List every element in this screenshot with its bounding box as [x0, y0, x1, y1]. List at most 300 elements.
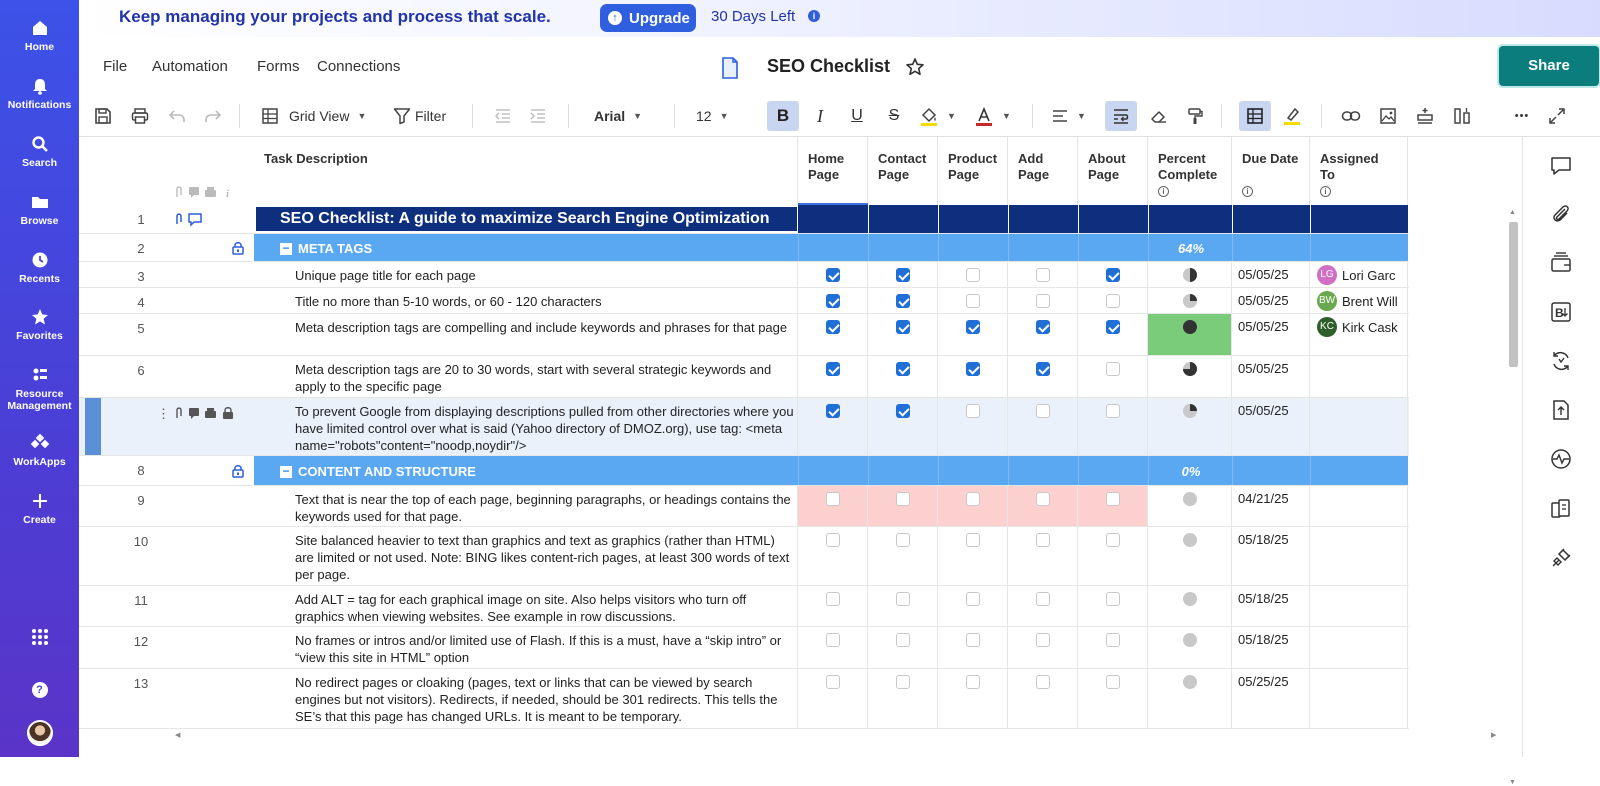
column-header-assigned[interactable]: [1310, 137, 1408, 205]
insert-column-icon: [1453, 107, 1471, 125]
page-checkbox[interactable]: [896, 268, 910, 282]
page-checkbox[interactable]: [966, 320, 980, 334]
table-row[interactable]: [79, 356, 1409, 398]
upgrade-button[interactable]: [600, 4, 696, 32]
page-checkbox[interactable]: [966, 533, 980, 547]
page-checkbox[interactable]: [1036, 533, 1050, 547]
indent-button[interactable]: [526, 101, 550, 131]
page-checkbox[interactable]: [1036, 633, 1050, 647]
people-icon: [31, 366, 49, 384]
nav-search[interactable]: [0, 135, 79, 169]
page-checkbox[interactable]: [1106, 633, 1120, 647]
column-header-product[interactable]: Product Page: [938, 137, 1008, 205]
page-checkbox[interactable]: [826, 533, 840, 547]
fullscreen-button[interactable]: [1545, 101, 1569, 131]
svg-text:B: B: [1555, 306, 1564, 320]
column-header-percent[interactable]: [1148, 137, 1232, 205]
folder-icon: [31, 193, 49, 211]
page-checkbox[interactable]: [1036, 362, 1050, 376]
page-checkbox[interactable]: [826, 633, 840, 647]
column-header-due[interactable]: [1232, 137, 1310, 205]
assigned-cell[interactable]: [1310, 627, 1408, 668]
paint-bucket-icon: [919, 106, 939, 126]
chevron-down-icon: ▼: [947, 111, 956, 121]
column-divider: [868, 205, 869, 233]
nav-resource-management-label: Resource Management: [7, 388, 72, 412]
nav-create[interactable]: [0, 492, 79, 526]
assignee[interactable]: [1317, 265, 1405, 285]
menubar: [79, 37, 1600, 95]
nav-recents-label: Recents: [19, 273, 60, 285]
sheet-heading[interactable]: SEO Checklist: A guide to maximize Search Engine Optimization: [280, 210, 770, 227]
vertical-scrollbar[interactable]: [1506, 205, 1520, 786]
collapse-icon[interactable]: −: [280, 466, 292, 478]
page-checkbox[interactable]: [896, 592, 910, 606]
progress-indicator-icon: [1182, 674, 1198, 690]
page-checkbox[interactable]: [966, 592, 980, 606]
assigned-cell[interactable]: [1310, 356, 1408, 397]
expand-icon: [1548, 107, 1566, 125]
summary-icon[interactable]: [1550, 301, 1572, 323]
comments-icon[interactable]: [1550, 155, 1572, 177]
user-avatar-button[interactable]: [0, 720, 79, 746]
toolbar: [79, 95, 1600, 137]
progress-indicator-icon: [1182, 267, 1198, 283]
column-divider: [868, 456, 869, 485]
column-header-add[interactable]: Add Page: [1008, 137, 1078, 205]
vertical-scrollbar-thumb[interactable]: [1509, 222, 1518, 367]
page-checkbox[interactable]: [1106, 533, 1120, 547]
table-row[interactable]: [79, 527, 1409, 586]
due-date: 05/18/25: [1238, 532, 1289, 547]
task-description: Meta description tags are 20 to 30 words, start with several strategic keywords and apply to the specific page: [295, 362, 772, 394]
page-checkbox[interactable]: [1036, 592, 1050, 606]
nav-home[interactable]: [0, 19, 79, 53]
paint-roller-icon: [1186, 107, 1204, 125]
menu-forms[interactable]: Forms: [257, 58, 300, 75]
table-row[interactable]: [79, 262, 1409, 288]
section-title: META TAGS: [298, 241, 373, 256]
row-number[interactable]: 3: [137, 269, 145, 284]
page-checkbox[interactable]: [1106, 404, 1120, 418]
assigned-cell[interactable]: [1310, 527, 1408, 585]
text-color-button[interactable]: [974, 101, 1018, 131]
row-number[interactable]: 2: [137, 241, 145, 256]
avatar: [27, 720, 53, 746]
insert-row-button[interactable]: [1413, 101, 1437, 131]
column-divider: [1078, 456, 1079, 485]
due-date: 05/05/25: [1238, 293, 1289, 308]
column-header-about[interactable]: About Page: [1078, 137, 1148, 205]
page-checkbox[interactable]: [826, 268, 840, 282]
nav-notifications[interactable]: [0, 77, 79, 111]
column-divider: [938, 205, 939, 233]
insert-column-button[interactable]: [1450, 101, 1474, 131]
task-description: Add ALT = tag for each graphical image on site. Also helps visitors who turn off graphics when viewing websites. See example in row discussions.: [295, 592, 747, 624]
indent-icon: [529, 107, 547, 125]
progress-indicator-icon: [1182, 632, 1198, 648]
column-header-home[interactable]: Home Page: [798, 137, 868, 205]
clock-icon: [31, 251, 49, 269]
font-size-select[interactable]: [696, 101, 740, 131]
page-checkbox[interactable]: [1106, 268, 1120, 282]
row-number[interactable]: 1: [137, 212, 145, 227]
page-checkbox[interactable]: [1106, 294, 1120, 308]
assignee[interactable]: [1317, 291, 1405, 311]
filter-icon: [393, 107, 411, 125]
page-checkbox[interactable]: [896, 362, 910, 376]
column-divider: [1008, 456, 1009, 485]
redo-button[interactable]: [201, 101, 225, 131]
column-divider: [938, 456, 939, 485]
plus-icon: [31, 492, 49, 510]
nav-workapps[interactable]: [0, 434, 79, 468]
due-date: 05/05/25: [1238, 361, 1289, 376]
app-launcher-button[interactable]: [0, 628, 79, 650]
page-checkbox[interactable]: [896, 404, 910, 418]
page-checkbox[interactable]: [1036, 320, 1050, 334]
column-divider: [938, 234, 939, 261]
scroll-down-arrow-icon[interactable]: ▼: [1509, 779, 1516, 786]
nav-search-label: Search: [21, 157, 58, 169]
page-checkbox[interactable]: [826, 404, 840, 418]
page-checkbox[interactable]: [966, 675, 980, 689]
row-number[interactable]: 13: [133, 676, 149, 691]
page-checkbox[interactable]: [1036, 268, 1050, 282]
undo-button[interactable]: [165, 101, 189, 131]
page-checkbox[interactable]: [1036, 675, 1050, 689]
page-checkbox[interactable]: [1036, 294, 1050, 308]
gridlines-button[interactable]: [1239, 101, 1271, 131]
page-checkbox[interactable]: [896, 675, 910, 689]
share-button[interactable]: Share: [1499, 46, 1599, 86]
forms-icon[interactable]: [1550, 498, 1572, 520]
avatar: BW: [1317, 291, 1337, 311]
column-header-task[interactable]: Task Description: [254, 137, 798, 205]
activity-pulse-icon[interactable]: [1550, 448, 1572, 470]
chevron-down-icon: ▼: [1002, 111, 1011, 121]
assigned-cell[interactable]: [1310, 486, 1408, 526]
attachment-icon: [173, 185, 233, 199]
nav-create-label: Create: [23, 514, 56, 526]
page-checkbox[interactable]: [896, 533, 910, 547]
left-navigation: [0, 0, 79, 757]
align-left-icon: [1051, 107, 1069, 125]
column-divider: [1310, 456, 1311, 485]
grid-dots-icon: [31, 628, 49, 646]
section-percent: 64%: [1177, 241, 1205, 256]
table-row[interactable]: [79, 586, 1409, 627]
row-number[interactable]: 11: [134, 593, 148, 608]
nav-recents[interactable]: [0, 251, 79, 285]
clear-format-button[interactable]: [1147, 101, 1171, 131]
activity-log-icon[interactable]: [1550, 350, 1572, 372]
due-date: 05/05/25: [1238, 403, 1289, 418]
more-options-button[interactable]: [1509, 101, 1535, 131]
menu-automation[interactable]: Automation: [152, 58, 228, 75]
assigned-cell[interactable]: [1310, 669, 1408, 728]
progress-indicator-icon: [1182, 491, 1198, 507]
info-icon[interactable]: i: [1158, 186, 1169, 197]
progress-indicator-icon: [1182, 532, 1198, 548]
outdent-icon: [494, 107, 512, 125]
page-checkbox[interactable]: [826, 320, 840, 334]
page-checkbox[interactable]: [826, 592, 840, 606]
save-button[interactable]: [91, 101, 115, 131]
toolbar-divider: [1221, 104, 1222, 128]
scroll-up-arrow-icon[interactable]: ▲: [1509, 209, 1516, 216]
page-checkbox[interactable]: [1106, 362, 1120, 376]
eraser-icon: [1150, 107, 1168, 125]
nav-favorites-label: Favorites: [16, 330, 63, 342]
page-checkbox[interactable]: [1106, 492, 1120, 506]
column-divider: [1310, 234, 1311, 261]
favorite-star-icon[interactable]: [905, 57, 925, 77]
progress-indicator-icon: [1182, 591, 1198, 607]
scroll-right-arrow-icon[interactable]: ▶: [1491, 732, 1497, 739]
column-divider: [1008, 205, 1009, 233]
column-divider: [1078, 205, 1079, 233]
attachments-icon[interactable]: [1550, 203, 1572, 225]
column-divider: [1310, 205, 1311, 233]
row-selector-handle[interactable]: [85, 398, 101, 455]
font-family-select[interactable]: [594, 101, 654, 131]
link-icon: [1341, 107, 1361, 125]
assignee[interactable]: [1317, 317, 1405, 337]
chevron-down-icon: ▼: [719, 111, 729, 121]
task-description: Text that is near the top of each page, beginning paragraphs, or headings contains the keywords used for that page.: [295, 492, 791, 524]
due-date: 05/25/25: [1238, 674, 1289, 689]
link-button[interactable]: [1339, 101, 1363, 131]
toolbar-divider: [472, 104, 473, 128]
due-date: 05/18/25: [1238, 591, 1289, 606]
sheet-icon: [721, 57, 739, 79]
page-checkbox[interactable]: [826, 492, 840, 506]
chevron-down-icon: ▼: [633, 111, 643, 121]
outdent-button[interactable]: [491, 101, 515, 131]
table-row[interactable]: [79, 486, 1409, 527]
image-button[interactable]: [1376, 101, 1400, 131]
avatar: LG: [1317, 265, 1337, 285]
row-actions-icons[interactable]: [173, 406, 253, 420]
page-checkbox[interactable]: [826, 294, 840, 308]
task-description: Site balanced heavier to text than graphics and text as graphics (rather than HTML) are limited or not used. Note: BING likes content-rich pages, at least 300 words of text per page.: [295, 533, 790, 582]
strikethrough-glyph: S: [888, 107, 900, 124]
column-divider: [1148, 205, 1149, 233]
info-icon[interactable]: i: [1320, 186, 1331, 197]
toolbar-divider: [568, 104, 569, 128]
toolbar-divider: [239, 104, 240, 128]
due-date: 04/21/25: [1238, 491, 1289, 506]
image-icon: [1379, 107, 1397, 125]
column-header-contact[interactable]: Contact Page: [868, 137, 938, 205]
title-row[interactable]: [79, 205, 1409, 234]
column-divider: [1232, 205, 1233, 233]
nav-notifications-label: Notifications: [7, 99, 72, 111]
menu-file[interactable]: File: [103, 58, 128, 75]
table-row[interactable]: [79, 669, 1409, 729]
nav-workapps-label: WorkApps: [13, 456, 66, 468]
fill-color-button[interactable]: [919, 101, 963, 131]
page-checkbox[interactable]: [966, 404, 980, 418]
page-checkbox[interactable]: [1106, 592, 1120, 606]
column-divider: [1008, 234, 1009, 261]
section-label[interactable]: [280, 241, 372, 256]
row-number[interactable]: 6: [137, 363, 145, 378]
task-description: No redirect pages or cloaking (pages, text or links that can be viewed by search engines but not visitors). Redirects, if needed, should be 301 redirects. This tells the SE’s that this page has changed URLs. It is meant to be temporary.: [295, 675, 778, 724]
avatar: KC: [1317, 317, 1337, 337]
star-icon: [31, 308, 49, 326]
table-row[interactable]: [79, 398, 1409, 456]
page-checkbox[interactable]: [896, 633, 910, 647]
bold-glyph: B: [776, 106, 790, 125]
banner-message: Keep managing your projects and process that scale.: [119, 7, 551, 26]
nav-favorites[interactable]: [0, 308, 79, 342]
upgrade-banner: [79, 0, 1600, 37]
task-description: No frames or intros and/or limited use of Flash. If this is a must, have a “skip intro” or “view this site in HTML” option: [295, 633, 782, 665]
table-row[interactable]: [79, 288, 1409, 314]
lock-icon: [232, 464, 244, 478]
page-checkbox[interactable]: [896, 320, 910, 334]
connections-plug-icon[interactable]: [1550, 547, 1572, 569]
publish-icon[interactable]: [1550, 399, 1572, 421]
page-checkbox[interactable]: [966, 268, 980, 282]
row-number[interactable]: 5: [137, 321, 145, 336]
assigned-cell[interactable]: [1310, 586, 1408, 626]
chevron-down-icon: ▼: [357, 111, 367, 121]
page-checkbox[interactable]: [1036, 492, 1050, 506]
due-date: 05/05/25: [1238, 319, 1289, 334]
font-family-value: Arial: [594, 108, 626, 124]
bold-button[interactable]: [767, 101, 799, 131]
table-row[interactable]: [79, 314, 1409, 356]
progress-indicator-icon: [1182, 319, 1198, 335]
page-checkbox[interactable]: [966, 294, 980, 308]
save-icon: [94, 107, 112, 125]
format-painter-button[interactable]: [1183, 101, 1207, 131]
help-icon: ?: [32, 682, 48, 698]
proofing-icon[interactable]: [1550, 251, 1572, 273]
table-row[interactable]: [79, 627, 1409, 669]
sheet-grid: [79, 137, 1522, 786]
search-icon: [31, 135, 49, 153]
task-description: Unique page title for each page: [295, 268, 476, 283]
section-row-fill: [254, 234, 1408, 261]
page-checkbox[interactable]: [966, 492, 980, 506]
toolbar-divider: [674, 104, 675, 128]
section-percent: 0%: [1181, 464, 1201, 479]
column-divider: [1078, 234, 1079, 261]
row-menu-icon[interactable]: ⋮: [157, 406, 170, 421]
table-icon: [1246, 107, 1264, 125]
column-divider: [1148, 456, 1149, 485]
info-icon[interactable]: i: [808, 10, 820, 22]
page-checkbox[interactable]: [1106, 675, 1120, 689]
underline-button[interactable]: [845, 101, 869, 131]
assigned-cell[interactable]: [1310, 398, 1408, 455]
filter-button[interactable]: [393, 101, 453, 131]
row-number[interactable]: 10: [133, 534, 149, 549]
redo-icon: [204, 107, 222, 125]
page-checkbox[interactable]: [1036, 404, 1050, 418]
due-date: 05/05/25: [1238, 267, 1289, 282]
workapps-icon: [31, 434, 49, 452]
collapse-icon[interactable]: −: [280, 243, 292, 255]
page-checkbox[interactable]: [826, 362, 840, 376]
insert-row-icon: [1416, 107, 1434, 125]
nav-browse-label: Browse: [20, 215, 59, 227]
font-size-value: 12: [696, 108, 712, 124]
page-checkbox[interactable]: [896, 294, 910, 308]
svg-text:i: i: [226, 188, 230, 200]
row-number[interactable]: 8: [137, 463, 145, 478]
scroll-left-arrow-icon[interactable]: ◀: [175, 732, 181, 739]
column-divider: [1148, 234, 1149, 261]
section-row[interactable]: [79, 456, 1409, 486]
page-checkbox[interactable]: [966, 633, 980, 647]
section-row[interactable]: [79, 234, 1409, 262]
menu-connections[interactable]: Connections: [317, 58, 401, 75]
highlight-button[interactable]: [1279, 101, 1305, 131]
page-checkbox[interactable]: [966, 362, 980, 376]
assignee-name: Kirk Cask: [1342, 319, 1398, 335]
task-description: Title no more than 5-10 words, or 60 - 120 characters: [295, 294, 602, 309]
info-icon[interactable]: i: [1242, 186, 1253, 197]
page-checkbox[interactable]: [896, 492, 910, 506]
bell-icon: [31, 77, 49, 95]
assignee-name: Brent Will: [1342, 293, 1398, 309]
print-button[interactable]: [128, 101, 152, 131]
horizontal-scrollbar[interactable]: [175, 732, 1505, 742]
upgrade-label: Upgrade: [629, 9, 690, 27]
progress-indicator-icon: [1182, 403, 1198, 419]
row-number[interactable]: 4: [137, 295, 145, 310]
row-number[interactable]: 9: [137, 493, 145, 508]
section-title: CONTENT AND STRUCTURE: [298, 464, 476, 479]
help-button[interactable]: [0, 682, 79, 698]
strikethrough-button[interactable]: [882, 101, 906, 131]
assignee-name: Lori Garc: [1342, 267, 1396, 283]
home-icon: [31, 19, 49, 37]
attachment-icon[interactable]: [173, 212, 205, 226]
nav-browse[interactable]: [0, 193, 79, 227]
underline-glyph: U: [851, 107, 863, 124]
progress-indicator-icon: [1182, 293, 1198, 309]
column-header-due-label: Due Date: [1242, 151, 1299, 166]
nav-resource-management[interactable]: [0, 366, 79, 412]
italic-button[interactable]: [808, 101, 832, 131]
due-date: 05/18/25: [1238, 632, 1289, 647]
section-label[interactable]: [280, 464, 476, 479]
wrap-text-icon: [1112, 107, 1130, 125]
column-header-assigned-label: Assigned To: [1320, 151, 1379, 182]
page-checkbox[interactable]: [826, 675, 840, 689]
wrap-text-button[interactable]: [1105, 101, 1137, 131]
undo-icon: [168, 107, 186, 125]
toolbar-divider: [1032, 104, 1033, 128]
view-selector[interactable]: [261, 101, 377, 131]
toolbar-divider: [1321, 104, 1322, 128]
italic-glyph: I: [817, 105, 823, 126]
lock-icon: [232, 241, 244, 255]
column-divider: [868, 234, 869, 261]
progress-indicator-icon: [1182, 361, 1198, 377]
sheet-title[interactable]: SEO Checklist: [767, 56, 891, 76]
print-icon: [131, 107, 149, 125]
row-number[interactable]: 12: [133, 634, 149, 649]
page-checkbox[interactable]: [1106, 320, 1120, 334]
align-button[interactable]: [1051, 101, 1095, 131]
